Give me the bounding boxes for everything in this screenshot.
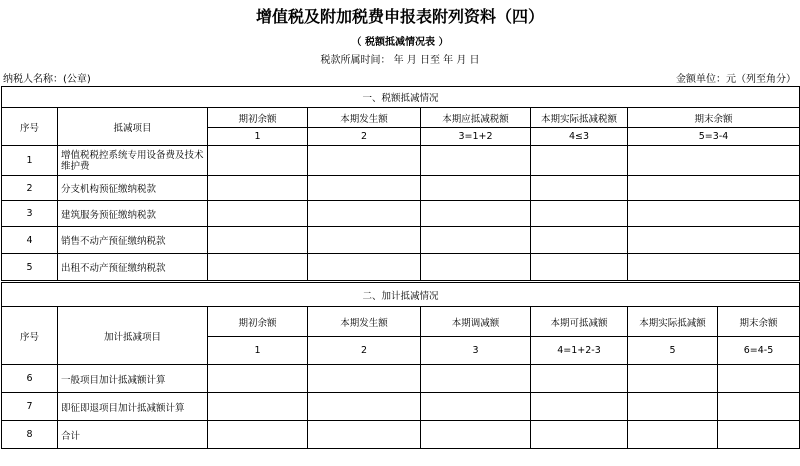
column-code: 4≤3 (531, 128, 628, 146)
row-item: 分支机构预征缴纳税款 (58, 176, 208, 201)
amount-cell[interactable] (531, 254, 628, 281)
amount-cell[interactable] (628, 227, 800, 254)
amount-cell[interactable] (421, 227, 531, 254)
amount-cell[interactable] (308, 365, 421, 393)
column-code: 1 (208, 128, 308, 146)
amount-unit-label: 金额单位：元（列至角分） (676, 74, 796, 85)
row-item: 销售不动产预征缴纳税款 (58, 227, 208, 254)
amount-cell[interactable] (208, 227, 308, 254)
column-header: 本期实际抵减额 (628, 307, 718, 337)
amount-cell[interactable] (628, 365, 718, 393)
amount-cell[interactable] (628, 393, 718, 421)
column-header: 本期发生额 (308, 108, 421, 128)
row-number: 8 (2, 421, 58, 449)
amount-cell[interactable] (421, 393, 531, 421)
amount-cell[interactable] (208, 254, 308, 281)
amount-cell[interactable] (718, 421, 800, 449)
amount-cell[interactable] (308, 176, 421, 201)
column-header: 期末余额 (628, 108, 800, 128)
amount-cell[interactable] (531, 393, 628, 421)
column-code: 3=1+2 (421, 128, 531, 146)
row-number: 5 (2, 254, 58, 281)
row-item: 即征即退项目加计抵减额计算 (58, 393, 208, 421)
column-header-seq: 序号 (2, 307, 58, 365)
column-code: 1 (208, 337, 308, 365)
row-number: 7 (2, 393, 58, 421)
amount-cell[interactable] (208, 201, 308, 227)
amount-cell[interactable] (531, 421, 628, 449)
amount-cell[interactable] (208, 365, 308, 393)
row-number: 6 (2, 365, 58, 393)
column-header: 本期应抵减税额 (421, 108, 531, 128)
taxpayer-name-label: 纳税人名称：(公章) (3, 74, 91, 85)
amount-cell[interactable] (308, 421, 421, 449)
row-item: 建筑服务预征缴纳税款 (58, 201, 208, 227)
amount-cell[interactable] (308, 146, 421, 176)
section-header: 二、加计抵减情况 (2, 283, 800, 307)
row-item: 增值税税控系统专用设备费及技术维护费 (58, 146, 208, 176)
column-code: 3 (421, 337, 531, 365)
amount-cell[interactable] (208, 176, 308, 201)
amount-cell[interactable] (628, 176, 800, 201)
amount-cell[interactable] (208, 421, 308, 449)
column-header-seq: 序号 (2, 108, 58, 146)
row-item: 出租不动产预征缴纳税款 (58, 254, 208, 281)
amount-cell[interactable] (628, 254, 800, 281)
tax-period: 税款所属时间： 年 月 日至 年 月 日 (320, 55, 480, 66)
amount-cell[interactable] (531, 227, 628, 254)
column-code: 2 (308, 337, 421, 365)
column-header: 期末余额 (718, 307, 800, 337)
column-code: 6=4-5 (718, 337, 800, 365)
column-header: 期初余额 (208, 108, 308, 128)
amount-cell[interactable] (308, 254, 421, 281)
amount-cell[interactable] (421, 146, 531, 176)
amount-cell[interactable] (208, 146, 308, 176)
table-row (2, 201, 800, 227)
amount-cell[interactable] (628, 201, 800, 227)
amount-cell[interactable] (208, 393, 308, 421)
row-item: 合计 (58, 421, 208, 449)
column-header: 本期可抵减额 (531, 307, 628, 337)
form-subtitle: （ 税额抵减情况表 ） (351, 37, 449, 48)
column-header: 本期实际抵减税额 (531, 108, 628, 128)
amount-cell[interactable] (718, 365, 800, 393)
amount-cell[interactable] (531, 146, 628, 176)
column-code: 2 (308, 128, 421, 146)
additional-deduction-table (1, 282, 800, 449)
amount-cell[interactable] (718, 393, 800, 421)
row-number: 3 (2, 201, 58, 227)
column-header: 期初余额 (208, 307, 308, 337)
amount-cell[interactable] (531, 201, 628, 227)
column-header-item: 抵减项目 (58, 108, 208, 146)
table-row (2, 254, 800, 281)
amount-cell[interactable] (308, 227, 421, 254)
column-header: 本期发生额 (308, 307, 421, 337)
amount-cell[interactable] (628, 421, 718, 449)
row-number: 2 (2, 176, 58, 201)
section-header: 一、税额抵减情况 (2, 87, 800, 108)
amount-cell[interactable] (421, 365, 531, 393)
row-item: 一般项目加计抵减额计算 (58, 365, 208, 393)
table-row (2, 393, 800, 421)
table-row (2, 227, 800, 254)
table-row (2, 365, 800, 393)
amount-cell[interactable] (531, 365, 628, 393)
amount-cell[interactable] (308, 393, 421, 421)
table-row (2, 176, 800, 201)
row-number: 4 (2, 227, 58, 254)
amount-cell[interactable] (421, 254, 531, 281)
column-header-item: 加计抵减项目 (58, 307, 208, 365)
amount-cell[interactable] (421, 176, 531, 201)
column-code: 5 (628, 337, 718, 365)
form-title: 增值税及附加税费申报表附列资料（四） (255, 7, 544, 26)
amount-cell[interactable] (531, 176, 628, 201)
amount-cell[interactable] (421, 201, 531, 227)
column-header: 本期调减额 (421, 307, 531, 337)
amount-cell[interactable] (628, 146, 800, 176)
amount-cell[interactable] (308, 201, 421, 227)
table-row (2, 146, 800, 176)
table-row (2, 421, 800, 449)
amount-cell[interactable] (421, 421, 531, 449)
tax-offset-table (1, 86, 800, 281)
row-number: 1 (2, 146, 58, 176)
column-code: 4=1+2-3 (531, 337, 628, 365)
column-code: 5=3-4 (628, 128, 800, 146)
